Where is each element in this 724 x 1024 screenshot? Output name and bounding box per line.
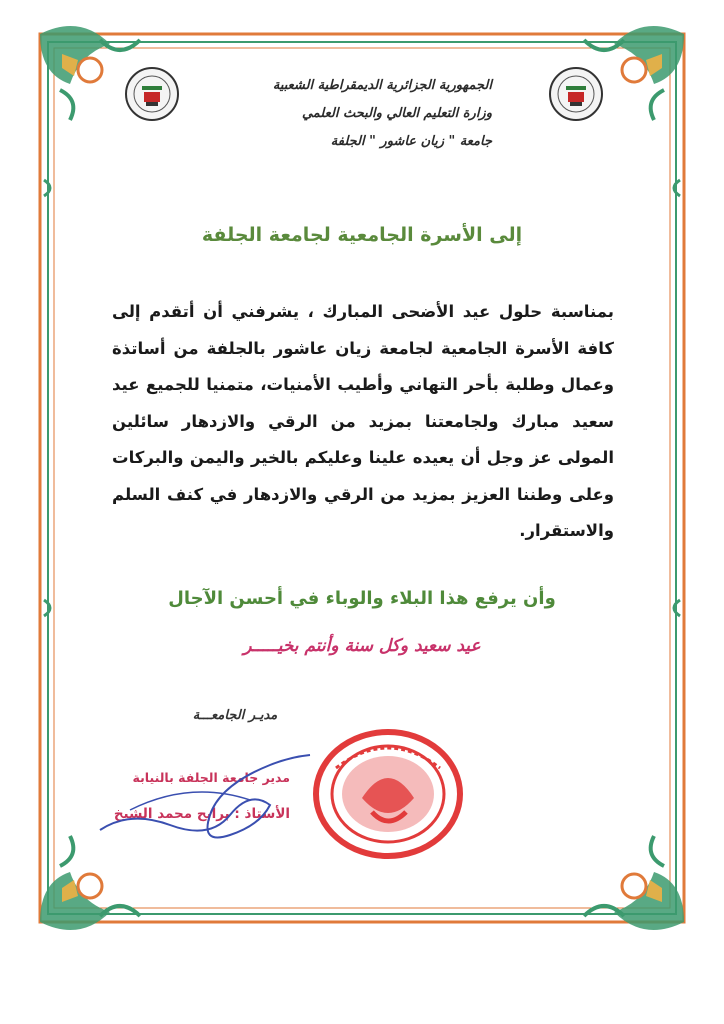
letterhead [232,72,492,156]
prayer-line: وأن يرفع هذا البلاء والوباء في أحسن الآجال [168,588,556,609]
eid-greeting: عيد سعيد وكل سنة وأنتم بخيـــــر [243,636,481,656]
message-body: بمناسبة حلول عيد الأضحى المبارك ، يشرفني أن أتقدم إلى كافة الأسرة الجامعية لجامعة زيان عاشور بالجلفة من أساتذة وعمال وطلبة بأحر التهاني وأطيب الأمنيات، متمنيا للجميع عيد سعيد مبارك ولجامعتنا بمزيد من الرقي والازدهار سائلين المولى عز وجل أن يعيده علينا وعليكم بالخير واليمن والبركات وعلى وطننا العزيز بمزيد من الرقي والازدهار في كنف السلم والاستقرار. [112,302,614,540]
salutation: إلى الأسرة الجامعية لجامعة الجلفة [201,224,523,246]
handwritten-signature [90,740,330,860]
letterhead-line-university: جامعة " زيان عاشور " الجلفة [330,134,492,149]
university-crest-icon [548,66,604,122]
letterhead-line-ministry: وزارة التعليم العالي والبحث العلمي [301,106,492,121]
official-seal-icon [312,728,464,860]
corner-ornament-bottom-right [584,836,684,930]
professor-name-stamp: الأستاذ : برابح محمد الشيخ [113,806,290,822]
letterhead-line-republic: الجمهورية الجزائرية الديمقراطية الشعبية [272,78,492,93]
acting-director-stamp: مدير جامعة الجلفة بالنيابة [132,770,290,785]
university-crest-icon [124,66,180,122]
director-title: مديـر الجامعـــة [192,708,278,723]
